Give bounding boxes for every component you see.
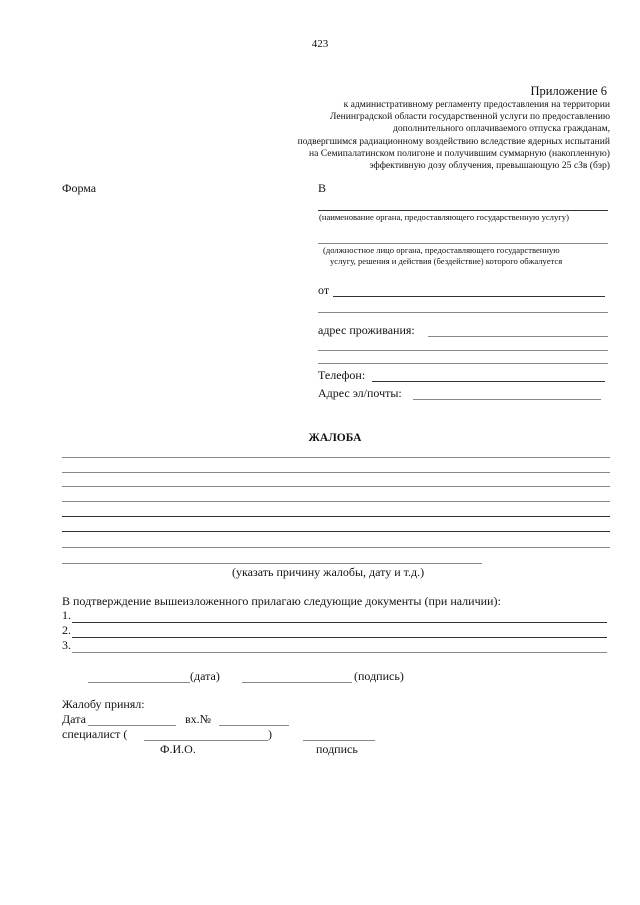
attachment-line-1[interactable] xyxy=(72,622,607,623)
official-caption-1: (должностное лицо органа, предоставляющего государственную xyxy=(323,245,560,255)
complaint-line[interactable] xyxy=(62,531,610,532)
appendix-line: на Семипалатинском полигоне и получившим суммарную (накопленную) xyxy=(308,147,610,159)
acceptance-date-label: Дата xyxy=(62,712,86,726)
signature-field-line[interactable] xyxy=(242,682,352,683)
complaint-title: ЖАЛОБА xyxy=(308,432,362,444)
from-field-line[interactable] xyxy=(333,296,605,297)
incoming-number-label: вх.№ xyxy=(185,712,212,726)
address-extra-line-1[interactable] xyxy=(318,350,608,351)
page-number: 423 xyxy=(311,38,329,50)
phone-label: Телефон: xyxy=(318,368,366,382)
from-label: от xyxy=(318,283,330,297)
attachment-line-2[interactable] xyxy=(72,637,607,638)
specialist-signature-line[interactable] xyxy=(303,740,375,741)
date-label: (дата) xyxy=(190,669,220,683)
attachment-number-2: 2. xyxy=(62,623,71,637)
email-field-line[interactable] xyxy=(413,399,601,400)
complaint-line[interactable] xyxy=(62,457,610,458)
from-extra-line[interactable] xyxy=(318,312,608,313)
appendix-line: подвергшимся радиационному воздействию вследствие ядерных испытаний xyxy=(297,135,610,147)
form-label: Форма xyxy=(62,181,97,195)
complaint-line[interactable] xyxy=(62,547,610,548)
appendix-description xyxy=(210,99,610,172)
appendix-line: к административному регламенту предоставления на территории xyxy=(343,99,610,110)
recipient-prefix: В xyxy=(318,181,327,195)
incoming-number-line[interactable] xyxy=(219,725,289,726)
fio-label: Ф.И.О. xyxy=(160,742,196,756)
complaint-line[interactable] xyxy=(62,516,610,517)
specialist-name-line[interactable] xyxy=(144,740,268,741)
address-label: адрес проживания: xyxy=(318,323,415,337)
appendix-line: Ленинградской области государственной услуги по предоставлению xyxy=(329,111,610,123)
official-name-line[interactable] xyxy=(318,243,608,244)
email-label: Адрес эл/почты: xyxy=(318,386,402,400)
organ-caption: (наименование органа, предоставляющего государственную услугу) xyxy=(319,212,569,222)
signature-label: (подпись) xyxy=(354,669,404,683)
date-field-line[interactable] xyxy=(88,682,190,683)
appendix-line: дополнительного оплачиваемого отпуска гражданам, xyxy=(392,123,610,135)
address-field-line[interactable] xyxy=(428,336,608,337)
acceptance-date-line[interactable] xyxy=(88,725,176,726)
complaint-line[interactable] xyxy=(62,563,482,564)
acceptance-signature-label: подпись xyxy=(316,742,358,756)
attachment-number-3: 3. xyxy=(62,638,71,652)
organ-name-line[interactable] xyxy=(318,210,608,211)
appendix-line: эффективную дозу облучения, превышающую 25 сЗв (бэр) xyxy=(369,160,610,172)
phone-field-line[interactable] xyxy=(372,381,605,382)
complaint-line[interactable] xyxy=(62,472,610,473)
official-caption-2: услугу, решения и действия (бездействие) которого обжалуется xyxy=(330,256,563,266)
attachment-number-1: 1. xyxy=(62,608,71,622)
specialist-label: специалист ( xyxy=(62,727,128,741)
acceptance-heading: Жалобу принял: xyxy=(62,697,145,711)
address-extra-line-2[interactable] xyxy=(318,363,608,364)
reason-caption: (указать причину жалобы, дату и т.д.) xyxy=(232,565,425,579)
appendix-title: Приложение 6 xyxy=(530,84,607,98)
attachment-line-3[interactable] xyxy=(72,652,607,653)
complaint-line[interactable] xyxy=(62,501,610,502)
specialist-close-paren: ) xyxy=(268,727,272,741)
complaint-line[interactable] xyxy=(62,486,610,487)
attachments-intro: В подтверждение вышеизложенного прилагаю следующие документы (при наличии): xyxy=(62,594,501,608)
